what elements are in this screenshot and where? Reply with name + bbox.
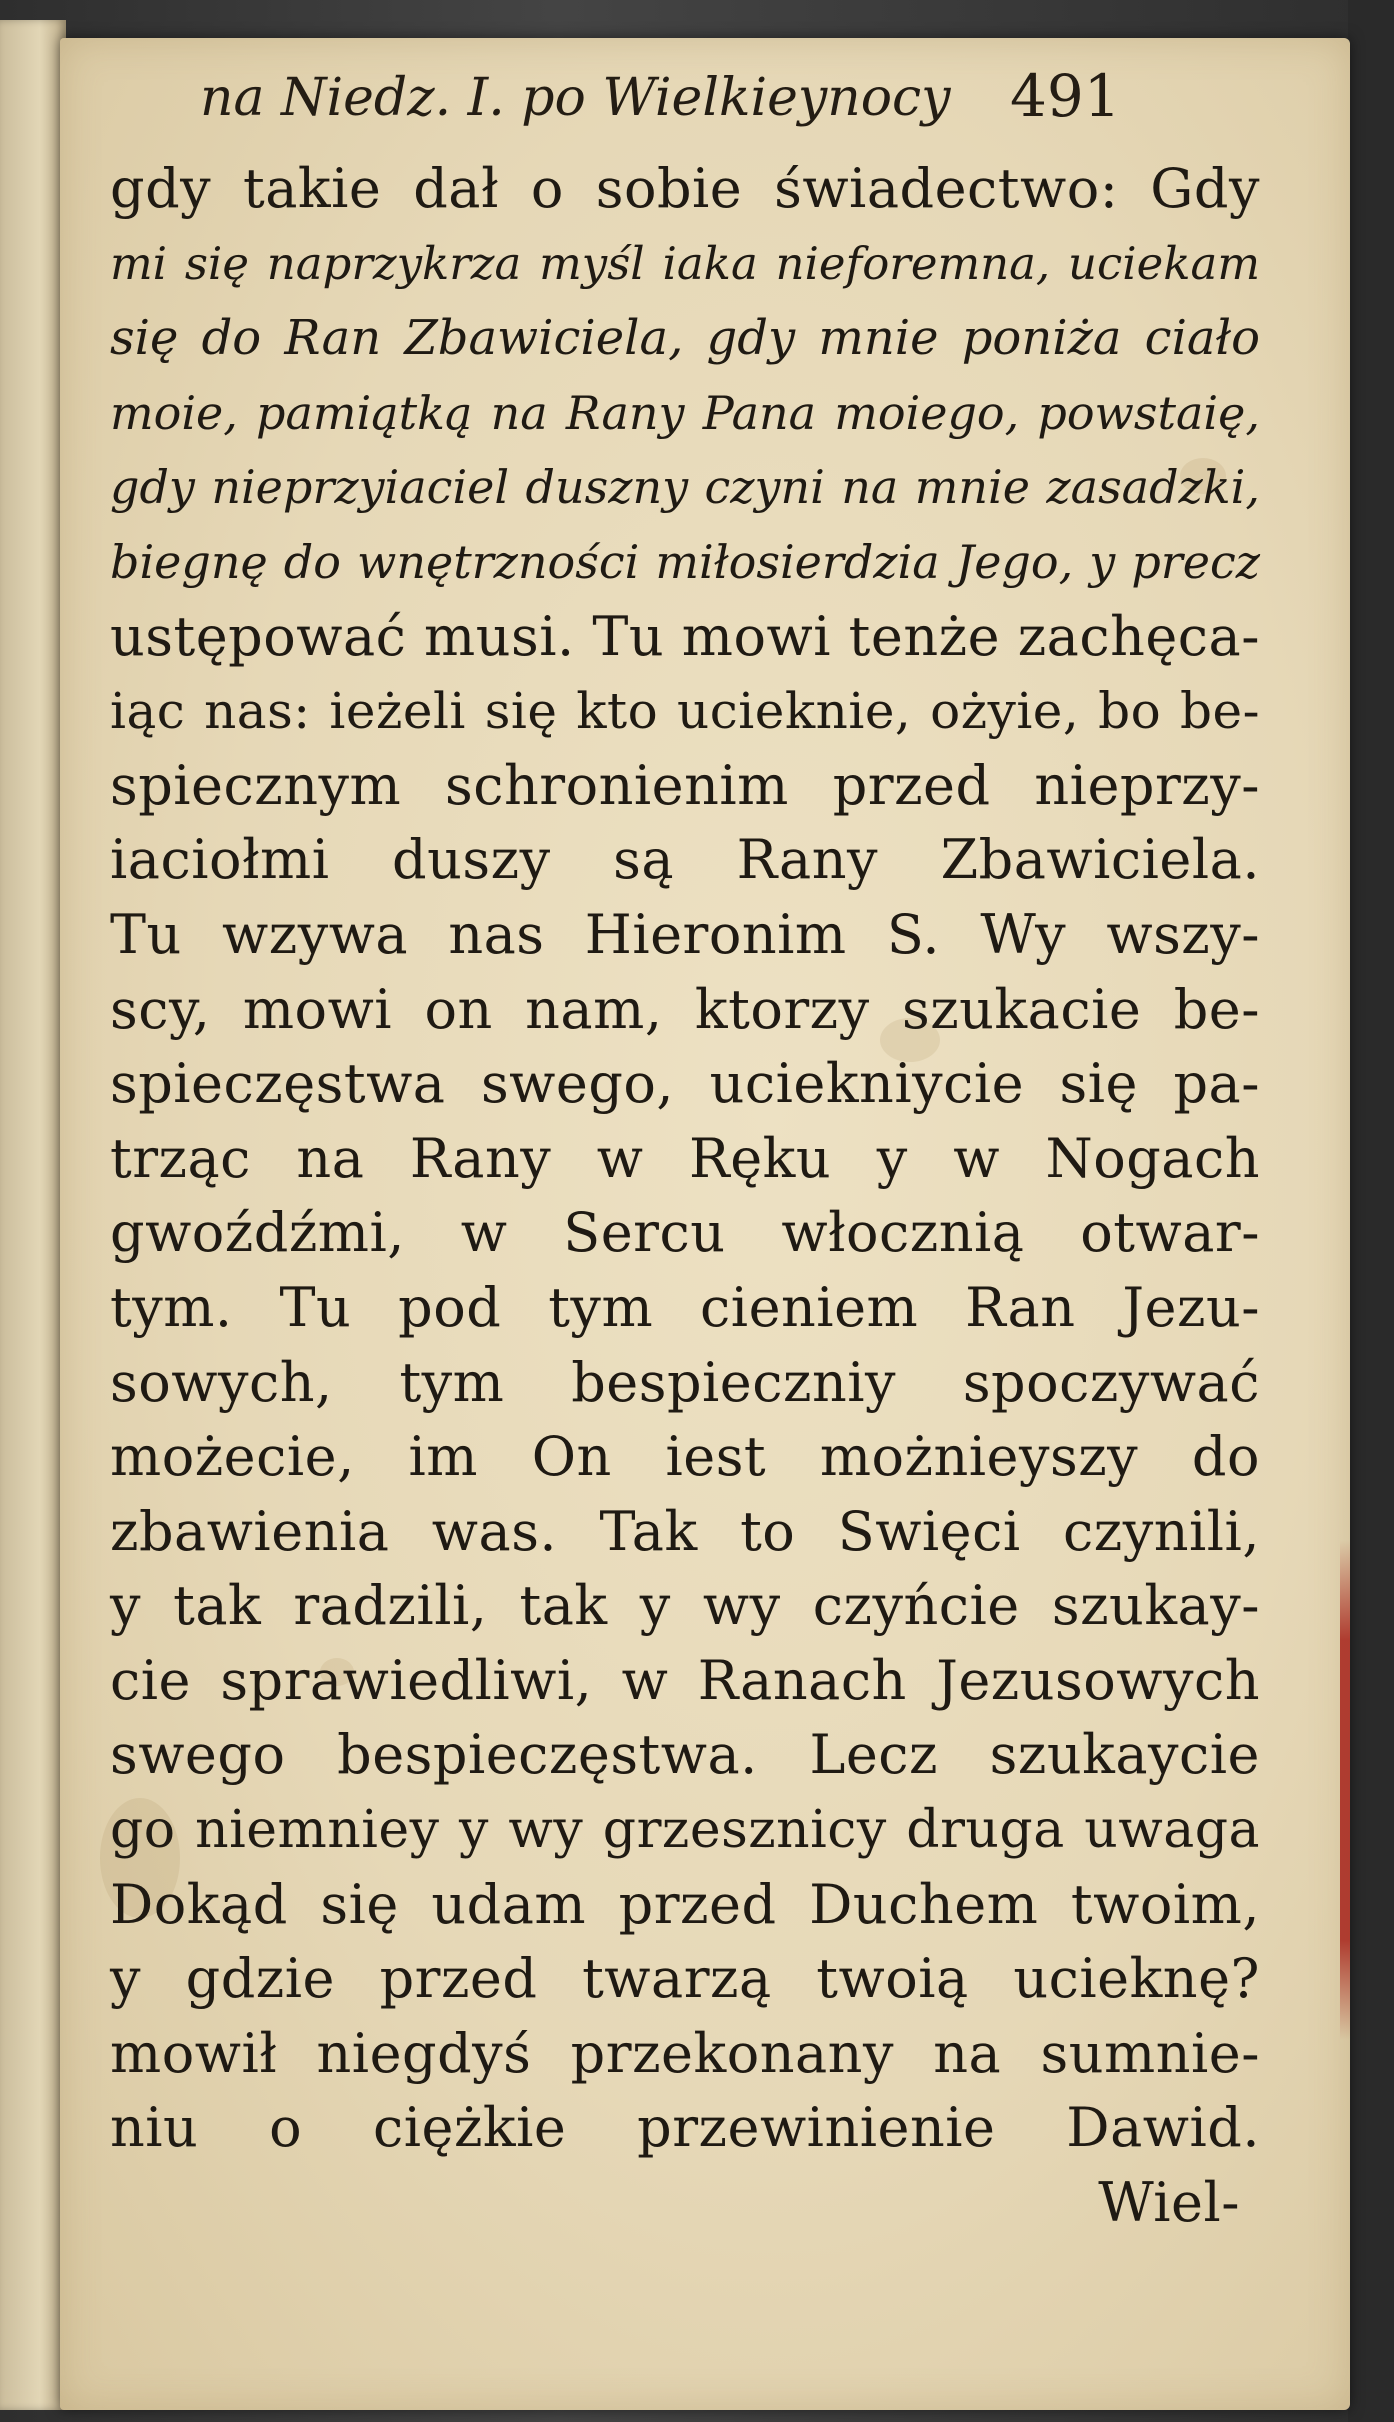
text-line: ustępować musi. Tu mowi tenże zachęca-	[110, 604, 1260, 668]
running-head: na Niedz. I. po Wielkieynocy	[200, 68, 951, 128]
red-stain	[1340, 1540, 1350, 2040]
text-line: się do Ran Zbawiciela, gdy mnie poniża ciało	[110, 310, 1260, 367]
page-number: 491	[1010, 62, 1121, 130]
text-line: mi się naprzykrza myśl iaka nieforemna, uciekam	[110, 236, 1260, 290]
text-line: mowił niegdyś przekonany na sumnie-	[110, 2021, 1260, 2085]
text-line: go niemniey y wy grzesznicy druga uwaga	[110, 1800, 1260, 1861]
text-line: cie sprawiedliwi, w Ranach Jezusowych	[110, 1648, 1260, 1712]
text-line: scy, mowi on nam, ktorzy szukacie be-	[110, 977, 1260, 1041]
text-line: biegnę do wnętrzności miłosierdzia Jego, y precz	[110, 534, 1260, 589]
text-line: Dokąd się udam przed Duchem twoim,	[110, 1872, 1260, 1936]
text-line: swego bespieczęstwa. Lecz szukaycie	[110, 1723, 1260, 1787]
text-line: zbawienia was. Tak to Swięci czynili,	[110, 1499, 1260, 1563]
catchword: Wiel-	[1098, 2171, 1240, 2235]
text-line: moie, pamiątką na Rany Pana moiego, powstaię,	[110, 385, 1260, 440]
text-line: iaciołmi duszy są Rany Zbawiciela.	[110, 828, 1260, 892]
text-line: sowych, tym bespieczniy spoczywać	[110, 1350, 1260, 1414]
text-line: tym. Tu pod tym cieniem Ran Jezu-	[110, 1275, 1260, 1339]
text-line: spieczęstwa swego, uciekniycie się pa-	[110, 1052, 1260, 1116]
text-line: iąc nas: ieżeli się kto ucieknie, ożyie, bo be-	[110, 682, 1260, 741]
facing-page-edge	[0, 20, 66, 2410]
text-line: trząc na Rany w Ręku y w Nogach	[110, 1126, 1260, 1190]
text-line: gwoźdźmi, w Sercu włocznią otwar-	[110, 1201, 1260, 1265]
text-line: gdy takie dał o sobie świadectwo: Gdy	[110, 157, 1260, 220]
text-line: możecie, im On iest możnieyszy do	[110, 1425, 1260, 1489]
body-text	[110, 152, 1260, 2241]
text-line: y tak radzili, tak y wy czyńcie szukay-	[110, 1574, 1260, 1638]
text-line: y gdzie przed twarzą twoią ucieknę?	[110, 1947, 1260, 2011]
text-line: Tu wzywa nas Hieronim S. Wy wszy-	[110, 902, 1260, 966]
text-line: gdy nieprzyiaciel duszny czyni na mnie zasadzki,	[110, 460, 1260, 515]
binding-shadow	[1348, 0, 1394, 2422]
text-line: spiecznym schronienim przed nieprzy-	[110, 753, 1260, 817]
text-line: niu o ciężkie przewinienie Dawid.	[110, 2096, 1260, 2160]
